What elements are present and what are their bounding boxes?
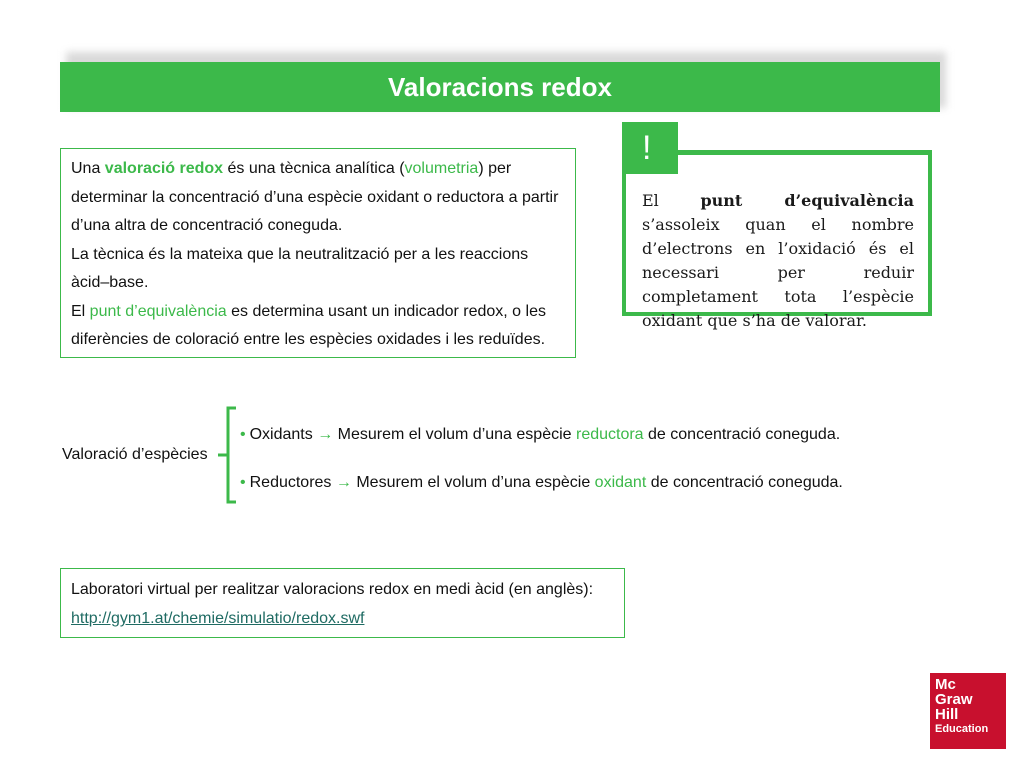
text: de concentració coneguda. — [646, 474, 843, 491]
text: El — [642, 191, 701, 210]
mcgraw-hill-logo — [930, 673, 1006, 749]
item-name: Oxidants — [249, 426, 313, 443]
item-highlight: oxidant — [594, 474, 647, 491]
arrow-right-icon: → — [335, 474, 352, 491]
note-box — [622, 150, 932, 330]
term-valoracio-redox: valoració redox — [104, 160, 224, 177]
text: s’assoleix quan el nombre d’electrons en l’oxidació és el necessari per reduir completament tota l’espècie oxidant que s’ha de valorar. — [642, 215, 914, 330]
logo-line: Mc — [935, 676, 956, 693]
text: és una tècnica analítica ( — [223, 160, 405, 177]
item-highlight: reductora — [575, 426, 644, 443]
list-item-reductores — [240, 474, 843, 492]
definition-paragraph-3 — [71, 298, 565, 355]
page-title-text: Valoracions redox — [388, 71, 612, 102]
text: Mesurem el volum d’una espècie — [351, 474, 595, 491]
list-item-oxidants — [240, 426, 840, 444]
text: Una — [71, 160, 105, 177]
term-punt-equivalencia: punt d’equivalència — [89, 302, 227, 320]
item-name: Reductores — [249, 474, 332, 491]
lab-text: Laboratori virtual per realitzar valoracions redox en medi àcid (en anglès): — [71, 581, 594, 598]
logo-line: Hill — [935, 706, 959, 723]
lab-box — [60, 568, 625, 638]
text: de concentració coneguda. — [643, 426, 841, 443]
text: Mesurem el volum d’una espècie — [333, 426, 576, 443]
note-term: punt d’equivalència — [700, 191, 914, 210]
term-volumetria: volumetria — [404, 160, 479, 177]
logo-line: Education — [935, 723, 989, 735]
definition-box — [60, 148, 576, 358]
page-title — [60, 62, 940, 112]
text: ) per determinar la concentració d’una espècie oxidant o reductora a partir d’una altra de concentració coneguda. — [71, 160, 559, 234]
logo-line: Graw — [935, 691, 973, 708]
valoracio-label: Valoració d’espècies — [62, 446, 208, 463]
lab-link[interactable]: http://gym1.at/chemie/simulatio/redox.swf — [71, 610, 365, 627]
text: es determina usant un indicador redox, o les diferències de coloració entre les espècies oxidades i les reduïdes. — [71, 302, 546, 348]
brace-icon — [216, 406, 238, 506]
bullet-icon: • — [240, 426, 246, 443]
arrow-right-icon: → — [317, 426, 334, 443]
exclamation-icon: ! — [622, 122, 678, 174]
text: El — [71, 302, 90, 320]
bullet-icon: • — [240, 474, 246, 491]
definition-paragraph-1 — [71, 155, 565, 241]
definition-paragraph-2: La tècnica és la mateixa que la neutralització per a les reaccions àcid–base. — [71, 245, 529, 291]
